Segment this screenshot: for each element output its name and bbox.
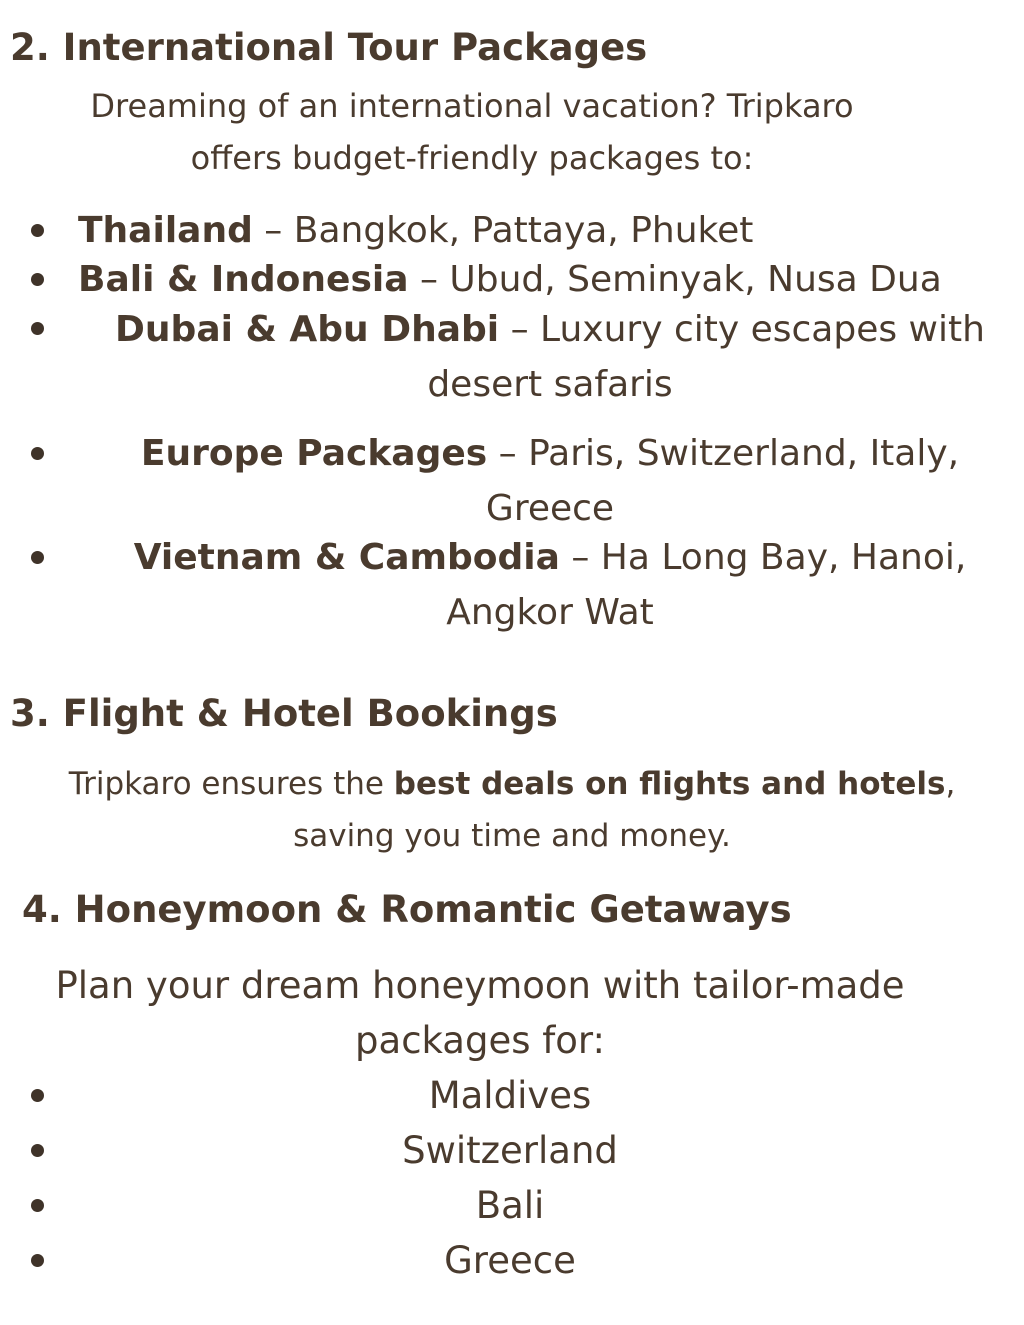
bullet-icon bbox=[31, 551, 44, 564]
bullet-icon bbox=[31, 322, 44, 335]
text-highlight: best deals on flights and hotels bbox=[393, 766, 946, 802]
honeymoon-intro bbox=[0, 958, 960, 1068]
list-item-thailand bbox=[78, 203, 753, 258]
text-part: , bbox=[945, 766, 956, 802]
item-desc: Luxury city escapes with bbox=[540, 309, 985, 350]
section-heading-honeymoon: 4. Honeymoon & Romantic Getaways bbox=[22, 888, 792, 931]
item-sep: – bbox=[559, 537, 601, 578]
item-desc-cont: Angkor Wat bbox=[446, 592, 654, 633]
list-item-bali-indonesia bbox=[78, 252, 942, 307]
list-item-destination: Switzerland bbox=[402, 1129, 618, 1172]
text-part: Tripkaro ensures the bbox=[68, 766, 394, 802]
section-heading-international: 2. International Tour Packages bbox=[10, 26, 648, 69]
intro-line: offers budget-friendly packages to: bbox=[190, 139, 754, 177]
list-item-destination: Bali bbox=[475, 1184, 545, 1227]
item-desc: Ubud, Seminyak, Nusa Dua bbox=[449, 259, 942, 300]
intro-line: packages for: bbox=[355, 1019, 605, 1062]
item-name: Vietnam & Cambodia bbox=[133, 537, 560, 578]
list-item-europe bbox=[100, 426, 1000, 536]
item-desc: Bangkok, Pattaya, Phuket bbox=[293, 210, 754, 251]
item-name: Europe Packages bbox=[140, 433, 488, 474]
list-item-destination: Greece bbox=[444, 1239, 576, 1282]
bullet-icon bbox=[31, 447, 44, 460]
bullet-icon bbox=[31, 273, 44, 286]
item-desc: Paris, Switzerland, Italy, bbox=[528, 433, 960, 474]
list-item-vietnam bbox=[100, 530, 1000, 640]
list-item-destination: Maldives bbox=[428, 1074, 592, 1117]
section-heading-flight-hotel: 3. Flight & Hotel Bookings bbox=[10, 692, 558, 735]
list-item-dubai bbox=[100, 302, 1000, 412]
item-sep: – bbox=[252, 210, 294, 251]
item-sep: – bbox=[499, 309, 541, 350]
item-desc-cont: desert safaris bbox=[427, 364, 673, 405]
international-intro bbox=[0, 80, 944, 184]
flight-hotel-text bbox=[0, 758, 1024, 862]
item-sep: – bbox=[487, 433, 529, 474]
item-desc-cont: Greece bbox=[485, 488, 615, 529]
item-name: Dubai & Abu Dhabi bbox=[115, 309, 500, 350]
bullet-icon bbox=[31, 224, 44, 237]
item-desc: Ha Long Bay, Hanoi, bbox=[600, 537, 967, 578]
item-name: Thailand bbox=[78, 210, 253, 251]
item-name: Bali & Indonesia bbox=[78, 259, 409, 300]
item-sep: – bbox=[408, 259, 450, 300]
intro-line: Plan your dream honeymoon with tailor-made bbox=[55, 964, 905, 1007]
intro-line: Dreaming of an international vacation? Tripkaro bbox=[90, 87, 854, 125]
text-line: saving you time and money. bbox=[293, 818, 731, 854]
